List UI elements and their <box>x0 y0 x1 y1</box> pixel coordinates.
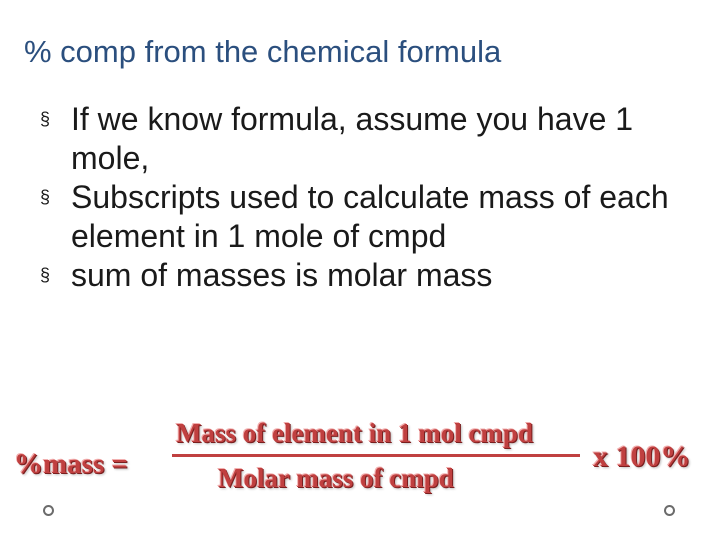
decorative-dot-icon <box>43 505 54 516</box>
bullet-item <box>40 256 700 295</box>
bullet-item <box>40 178 700 256</box>
bullet-text: Subscripts used to calculate mass of each element in 1 mole of cmpd <box>71 179 669 254</box>
bullet-marker-icon: § <box>40 265 51 285</box>
formula-denominator: Molar mass of cmpd <box>218 463 454 493</box>
fraction-bar <box>172 454 580 457</box>
decorative-dot-icon <box>664 505 675 516</box>
bullet-text: sum of masses is molar mass <box>71 257 493 293</box>
slide-title: % comp from the chemical formula <box>24 34 502 69</box>
bullet-marker-icon: § <box>40 109 51 129</box>
formula-lhs: %mass = <box>14 448 129 480</box>
bullet-marker-icon: § <box>40 187 51 207</box>
formula-numerator: Mass of element in 1 mol cmpd <box>176 418 533 448</box>
bullet-item <box>40 100 700 178</box>
bullet-text: If we know formula, assume you have 1 mole, <box>71 101 634 176</box>
formula-multiplier: x 100% <box>593 440 691 473</box>
bullet-list <box>40 100 700 295</box>
